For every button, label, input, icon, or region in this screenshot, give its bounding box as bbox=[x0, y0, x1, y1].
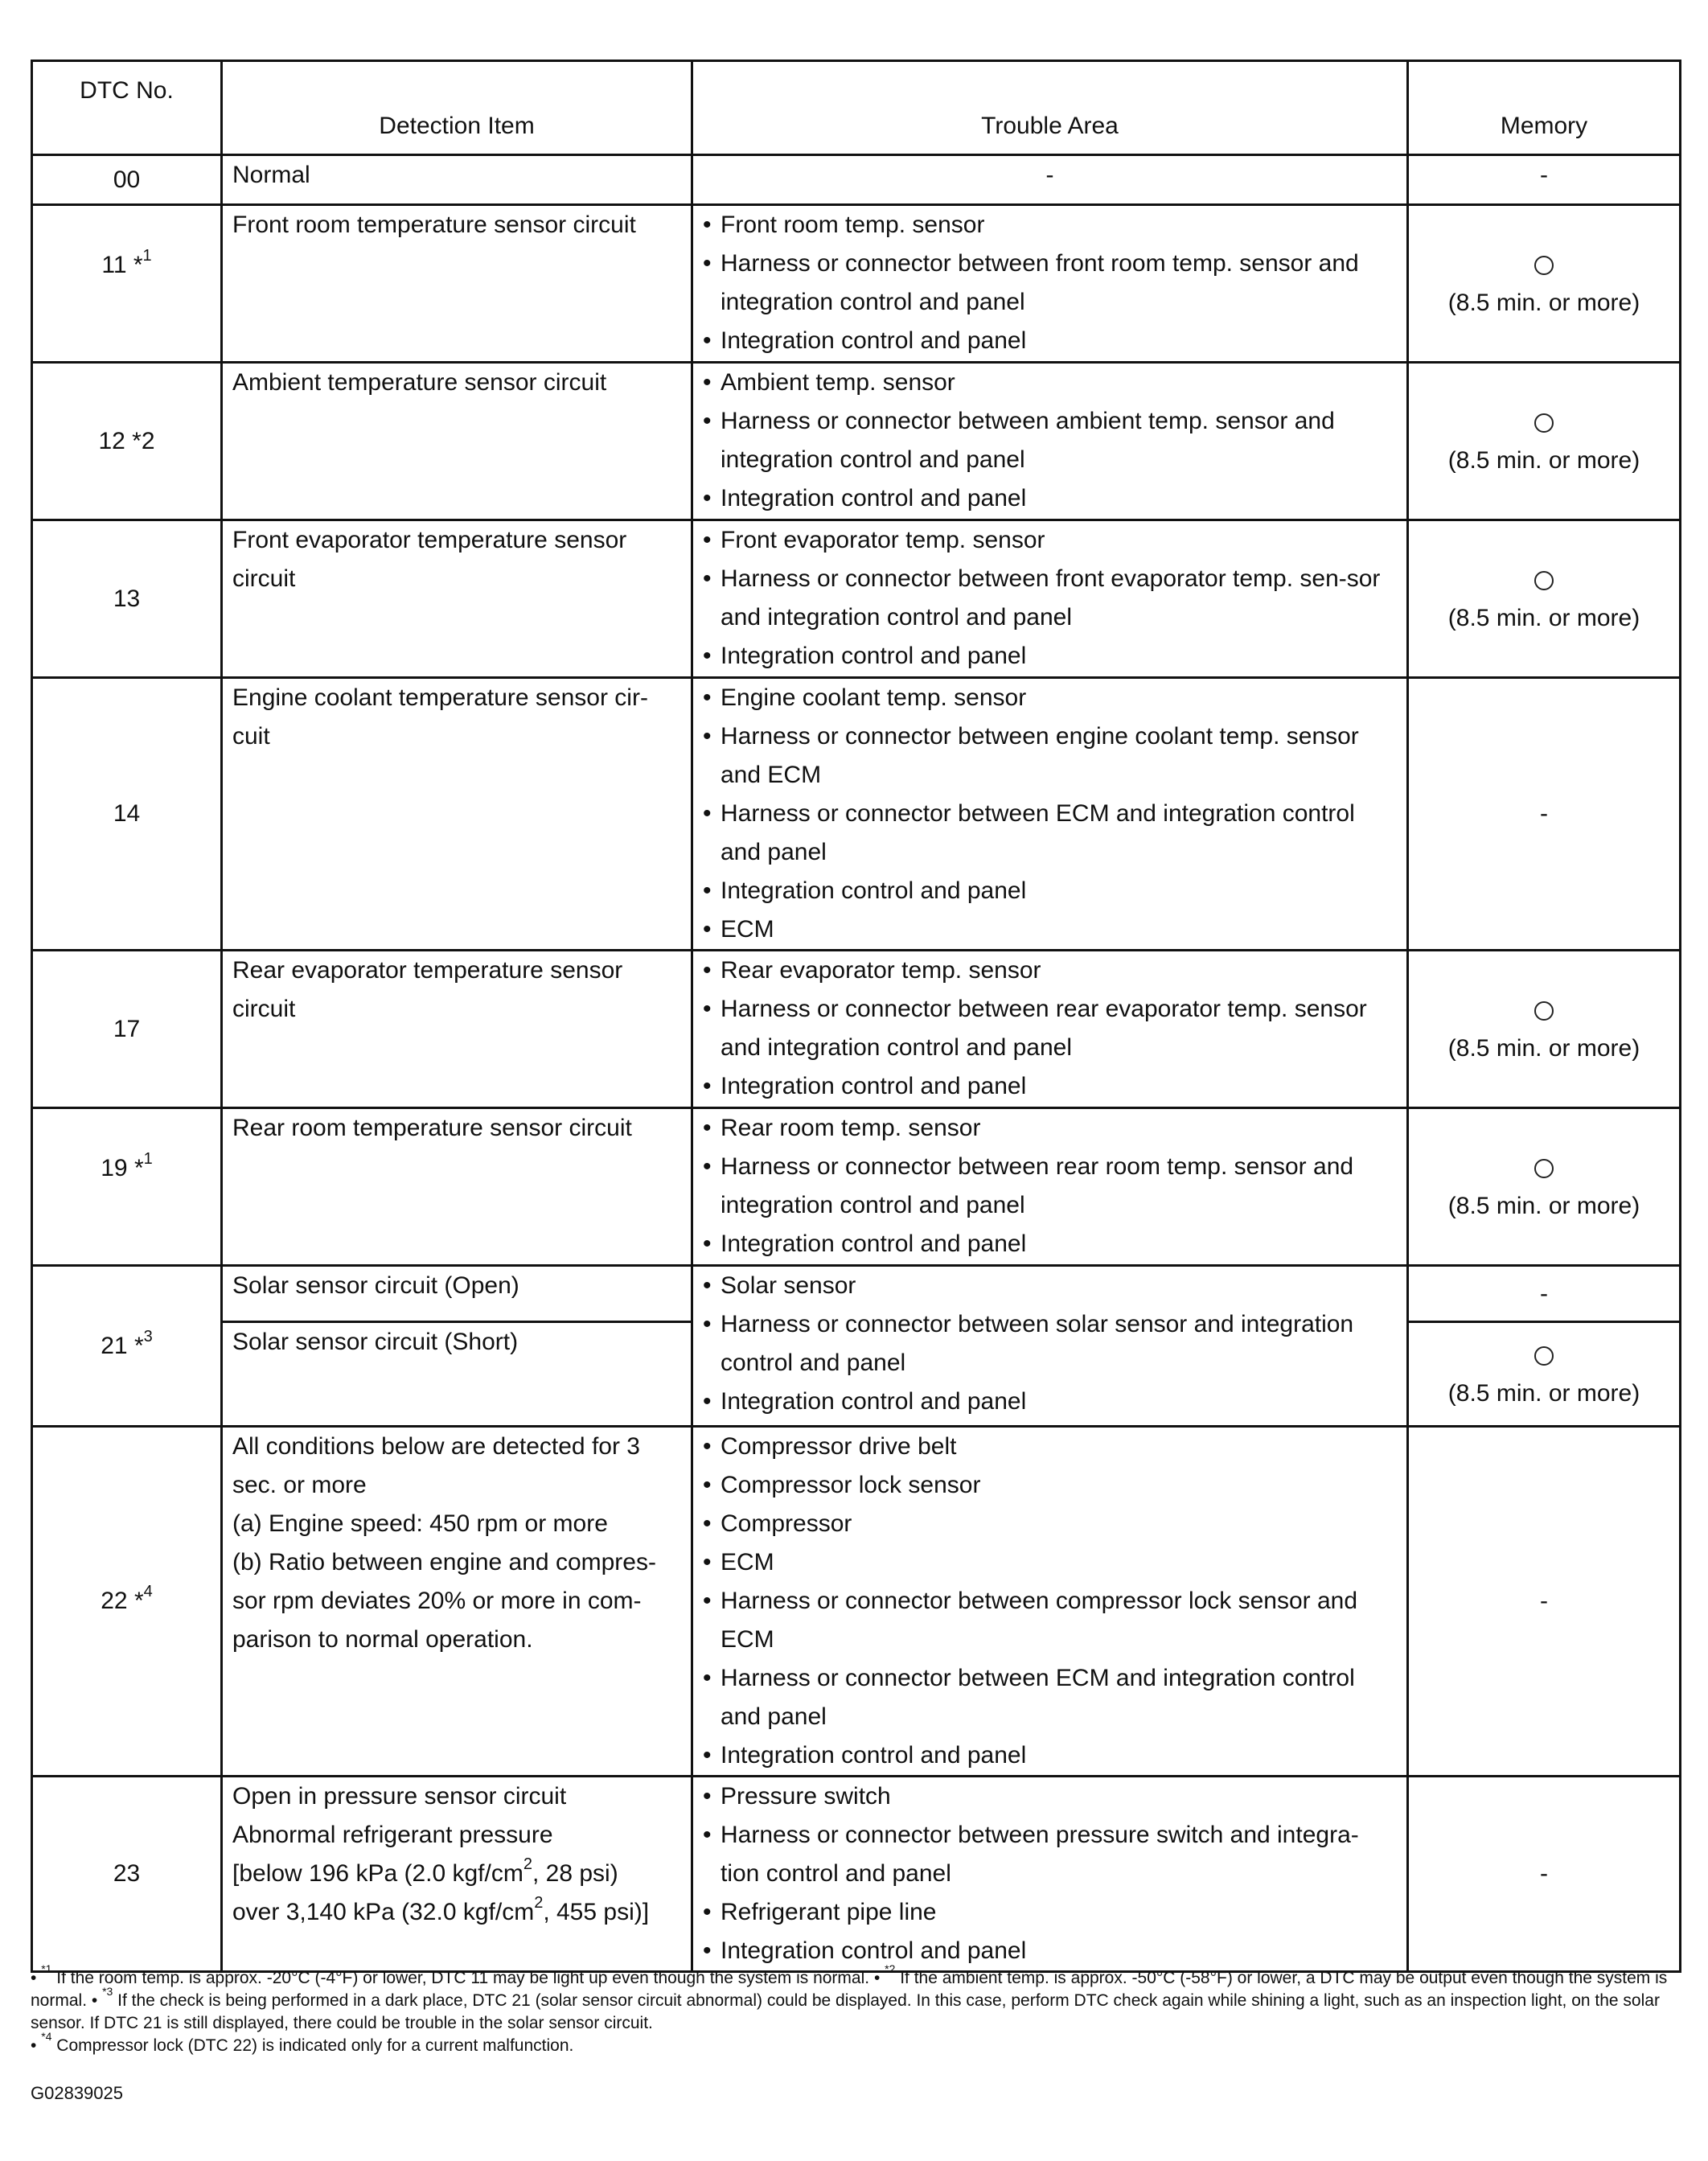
trouble-area-item: • Harness or connector between ambient temp. sensor and integration control and panel bbox=[703, 402, 1397, 479]
footnote-2: If the ambient temp. is approx. -50°C (-58°F) or lower, a DTC may be output even though the system is normal. bbox=[31, 1969, 1668, 2010]
detection-item-line: Open in pressure sensor circuit bbox=[232, 1783, 567, 1810]
table-row bbox=[32, 205, 1681, 363]
detection-item: Rear room temperature sensor circuit bbox=[222, 1108, 692, 1266]
trouble-area bbox=[692, 1108, 1408, 1266]
memory-detail: (8.5 min. or more) bbox=[1447, 604, 1640, 631]
dtc-code: 13 bbox=[32, 520, 222, 678]
dtc-code bbox=[32, 1108, 222, 1266]
dtc-code-text: 19 * bbox=[101, 1155, 144, 1181]
footnote-ref: 1 bbox=[143, 1150, 153, 1168]
table-row bbox=[32, 363, 1681, 520]
table-row bbox=[32, 1108, 1681, 1266]
header-trouble-area: Trouble Area bbox=[692, 61, 1408, 155]
footnote-marker: *3 bbox=[102, 1985, 113, 1998]
detection-item-line: (b) Ratio between engine and compres-sor rpm deviates 20% or more in com-parison to normal operation. bbox=[232, 1549, 656, 1653]
memory bbox=[1408, 363, 1681, 520]
trouble-area-item: • Compressor lock sensor bbox=[703, 1466, 1397, 1505]
footnote-ref: 1 bbox=[142, 247, 152, 265]
dtc-code bbox=[32, 205, 222, 363]
trouble-area-item: • Rear evaporator temp. sensor bbox=[703, 951, 1397, 990]
trouble-area-item: • Integration control and panel bbox=[703, 1225, 1397, 1263]
trouble-area-item: • Front room temp. sensor bbox=[703, 206, 1397, 244]
dtc-code: 00 bbox=[32, 155, 222, 205]
header-dtc-no: DTC No. bbox=[32, 61, 222, 155]
table-row bbox=[32, 155, 1681, 205]
table-row bbox=[32, 520, 1681, 678]
circle-icon bbox=[1534, 413, 1554, 433]
table-row bbox=[32, 951, 1681, 1108]
trouble-area-item: • Harness or connector between ECM and integration control and panel bbox=[703, 1659, 1397, 1736]
trouble-area: - bbox=[692, 155, 1408, 205]
memory-detail: (8.5 min. or more) bbox=[1447, 1379, 1640, 1407]
trouble-area bbox=[692, 951, 1408, 1108]
detection-item: Ambient temperature sensor circuit bbox=[222, 363, 692, 520]
detection-item-line: Abnormal refrigerant pressure bbox=[232, 1822, 553, 1848]
footnote-4: Compressor lock (DTC 22) is indicated only for a current malfunction. bbox=[51, 2036, 574, 2055]
trouble-area-item: • Harness or connector between engine coolant temp. sensor and ECM bbox=[703, 717, 1397, 795]
header-memory: Memory bbox=[1408, 61, 1681, 155]
table-row bbox=[32, 1777, 1681, 1972]
trouble-area-item: • Integration control and panel bbox=[703, 479, 1397, 518]
trouble-area-item: • Refrigerant pipe line bbox=[703, 1893, 1397, 1932]
detection-item-open: Solar sensor circuit (Open) bbox=[222, 1266, 692, 1322]
dtc-code bbox=[32, 1266, 222, 1427]
detection-item-line: All conditions below are detected for 3 sec. or more bbox=[232, 1433, 640, 1498]
dtc-code: 17 bbox=[32, 951, 222, 1108]
circle-icon bbox=[1534, 256, 1554, 275]
trouble-area bbox=[692, 1777, 1408, 1972]
trouble-area bbox=[692, 1266, 1408, 1427]
trouble-area-item: • Harness or connector between solar sensor and integration control and panel bbox=[703, 1305, 1397, 1382]
footnote-marker: *1 bbox=[41, 1962, 52, 1975]
dtc-code: 12 *2 bbox=[32, 363, 222, 520]
detection-item-line: (a) Engine speed: 450 rpm or more bbox=[232, 1510, 608, 1537]
circle-icon bbox=[1534, 1346, 1554, 1366]
trouble-area-item: • Integration control and panel bbox=[703, 1382, 1397, 1421]
trouble-area-item: • Compressor bbox=[703, 1505, 1397, 1543]
text-segment: over 3,140 kPa (32.0 kgf/cm bbox=[232, 1899, 535, 1925]
detection-item-line bbox=[232, 1855, 681, 1893]
memory bbox=[1408, 205, 1681, 363]
trouble-area-item: • Engine coolant temp. sensor bbox=[703, 679, 1397, 717]
memory-short bbox=[1408, 1322, 1681, 1427]
trouble-area-item: • Ambient temp. sensor bbox=[703, 364, 1397, 402]
dtc-code-text: 11 * bbox=[101, 252, 143, 278]
trouble-area-item: • Integration control and panel bbox=[703, 1736, 1397, 1775]
trouble-area-item: • Harness or connector between compressor lock sensor and ECM bbox=[703, 1582, 1397, 1659]
memory-detail: (8.5 min. or more) bbox=[1447, 446, 1640, 474]
detection-item: Rear evaporator temperature sensor circuit bbox=[222, 951, 692, 1108]
footnote-bullet: • bbox=[31, 1969, 37, 1987]
dtc-table bbox=[31, 60, 1681, 1973]
figure-id: G02839025 bbox=[31, 2083, 123, 2103]
trouble-area-item: • Solar sensor bbox=[703, 1267, 1397, 1305]
dtc-code-text: 22 * bbox=[101, 1588, 144, 1614]
trouble-area-item: • Harness or connector between front room temp. sensor and integration control and panel bbox=[703, 244, 1397, 322]
memory-open: - bbox=[1408, 1266, 1681, 1322]
trouble-area-item: • Compressor drive belt bbox=[703, 1428, 1397, 1466]
memory: - bbox=[1408, 1427, 1681, 1777]
detection-item: Front room temperature sensor circuit bbox=[222, 205, 692, 363]
trouble-area bbox=[692, 678, 1408, 951]
footnote-ref: 4 bbox=[143, 1583, 153, 1600]
footnote-bullet: • bbox=[91, 1991, 98, 2010]
footnote-marker: *4 bbox=[41, 2030, 52, 2043]
dtc-code bbox=[32, 1427, 222, 1777]
memory-detail: (8.5 min. or more) bbox=[1447, 289, 1640, 316]
table-row bbox=[32, 678, 1681, 951]
dtc-table-wrapper bbox=[31, 60, 1679, 1973]
memory: - bbox=[1408, 155, 1681, 205]
footnote-1: If the room temp. is approx. -20°C (-4°F) or lower, DTC 11 may be light up even though the system is normal. bbox=[51, 1969, 870, 1987]
trouble-area-item: • Harness or connector between rear room temp. sensor and integration control and panel bbox=[703, 1148, 1397, 1225]
detection-item: Front evaporator temperature sensor circuit bbox=[222, 520, 692, 678]
table-row bbox=[32, 1427, 1681, 1777]
trouble-area-item: • Harness or connector between ECM and integration control and panel bbox=[703, 795, 1397, 872]
trouble-area-item: • Pressure switch bbox=[703, 1777, 1397, 1816]
text-segment: [below 196 kPa (2.0 kgf/cm bbox=[232, 1860, 523, 1887]
header-detection-item: Detection Item bbox=[222, 61, 692, 155]
memory bbox=[1408, 520, 1681, 678]
superscript: 2 bbox=[523, 1855, 532, 1873]
footnote-bullet: • bbox=[873, 1969, 881, 1987]
memory: - bbox=[1408, 678, 1681, 951]
trouble-area-item: • Harness or connector between front evaporator temp. sen-sor and integration control and panel bbox=[703, 560, 1397, 637]
trouble-area-item: • Rear room temp. sensor bbox=[703, 1109, 1397, 1148]
superscript: 2 bbox=[534, 1894, 544, 1912]
trouble-area bbox=[692, 520, 1408, 678]
trouble-area-item: • ECM bbox=[703, 910, 1397, 949]
detection-item bbox=[222, 1427, 692, 1777]
dtc-code: 23 bbox=[32, 1777, 222, 1972]
trouble-area-item: • Front evaporator temp. sensor bbox=[703, 521, 1397, 560]
detection-item-short: Solar sensor circuit (Short) bbox=[222, 1322, 692, 1427]
memory-detail: (8.5 min. or more) bbox=[1447, 1034, 1640, 1062]
footnote-bullet: • bbox=[31, 2036, 37, 2055]
detection-item: Normal bbox=[222, 155, 692, 205]
footnotes bbox=[31, 1962, 1687, 2057]
memory bbox=[1408, 1108, 1681, 1266]
text-segment: , 455 psi)] bbox=[543, 1899, 650, 1925]
dtc-code: 14 bbox=[32, 678, 222, 951]
memory bbox=[1408, 951, 1681, 1108]
table-row bbox=[32, 1266, 1681, 1322]
trouble-area-item: • Harness or connector between pressure switch and integra-tion control and panel bbox=[703, 1816, 1397, 1893]
trouble-area-item: • ECM bbox=[703, 1543, 1397, 1582]
table-header-row bbox=[32, 61, 1681, 155]
detection-item: Engine coolant temperature sensor cir-cuit bbox=[222, 678, 692, 951]
trouble-area bbox=[692, 1427, 1408, 1777]
text-segment: , 28 psi) bbox=[532, 1860, 618, 1887]
trouble-area-item: • Harness or connector between rear evaporator temp. sensor and integration control and panel bbox=[703, 990, 1397, 1067]
detection-item bbox=[222, 1777, 692, 1972]
footnote-marker: *2 bbox=[885, 1962, 896, 1975]
trouble-area-item: • Integration control and panel bbox=[703, 1067, 1397, 1106]
footnote-ref: 3 bbox=[143, 1327, 153, 1345]
detection-item-line bbox=[232, 1893, 681, 1932]
circle-icon bbox=[1534, 1001, 1554, 1021]
trouble-area-item: • Integration control and panel bbox=[703, 637, 1397, 676]
trouble-area-item: • Integration control and panel bbox=[703, 872, 1397, 910]
memory: - bbox=[1408, 1777, 1681, 1972]
circle-icon bbox=[1534, 571, 1554, 590]
circle-icon bbox=[1534, 1159, 1554, 1178]
trouble-area-item: • Integration control and panel bbox=[703, 1932, 1397, 1970]
footnote-3: If the check is being performed in a dark place, DTC 21 (solar sensor circuit abnormal) could be displayed. In this case, perform DTC check again while shining a light, such as an inspection light, on the solar sensor. If DTC 21 is still displayed, there could be trouble in the solar sensor circuit. bbox=[31, 1991, 1660, 2032]
trouble-area bbox=[692, 363, 1408, 520]
memory-detail: (8.5 min. or more) bbox=[1447, 1192, 1640, 1219]
trouble-area bbox=[692, 205, 1408, 363]
trouble-area-item: • Integration control and panel bbox=[703, 322, 1397, 360]
dtc-code-text: 21 * bbox=[101, 1332, 144, 1359]
